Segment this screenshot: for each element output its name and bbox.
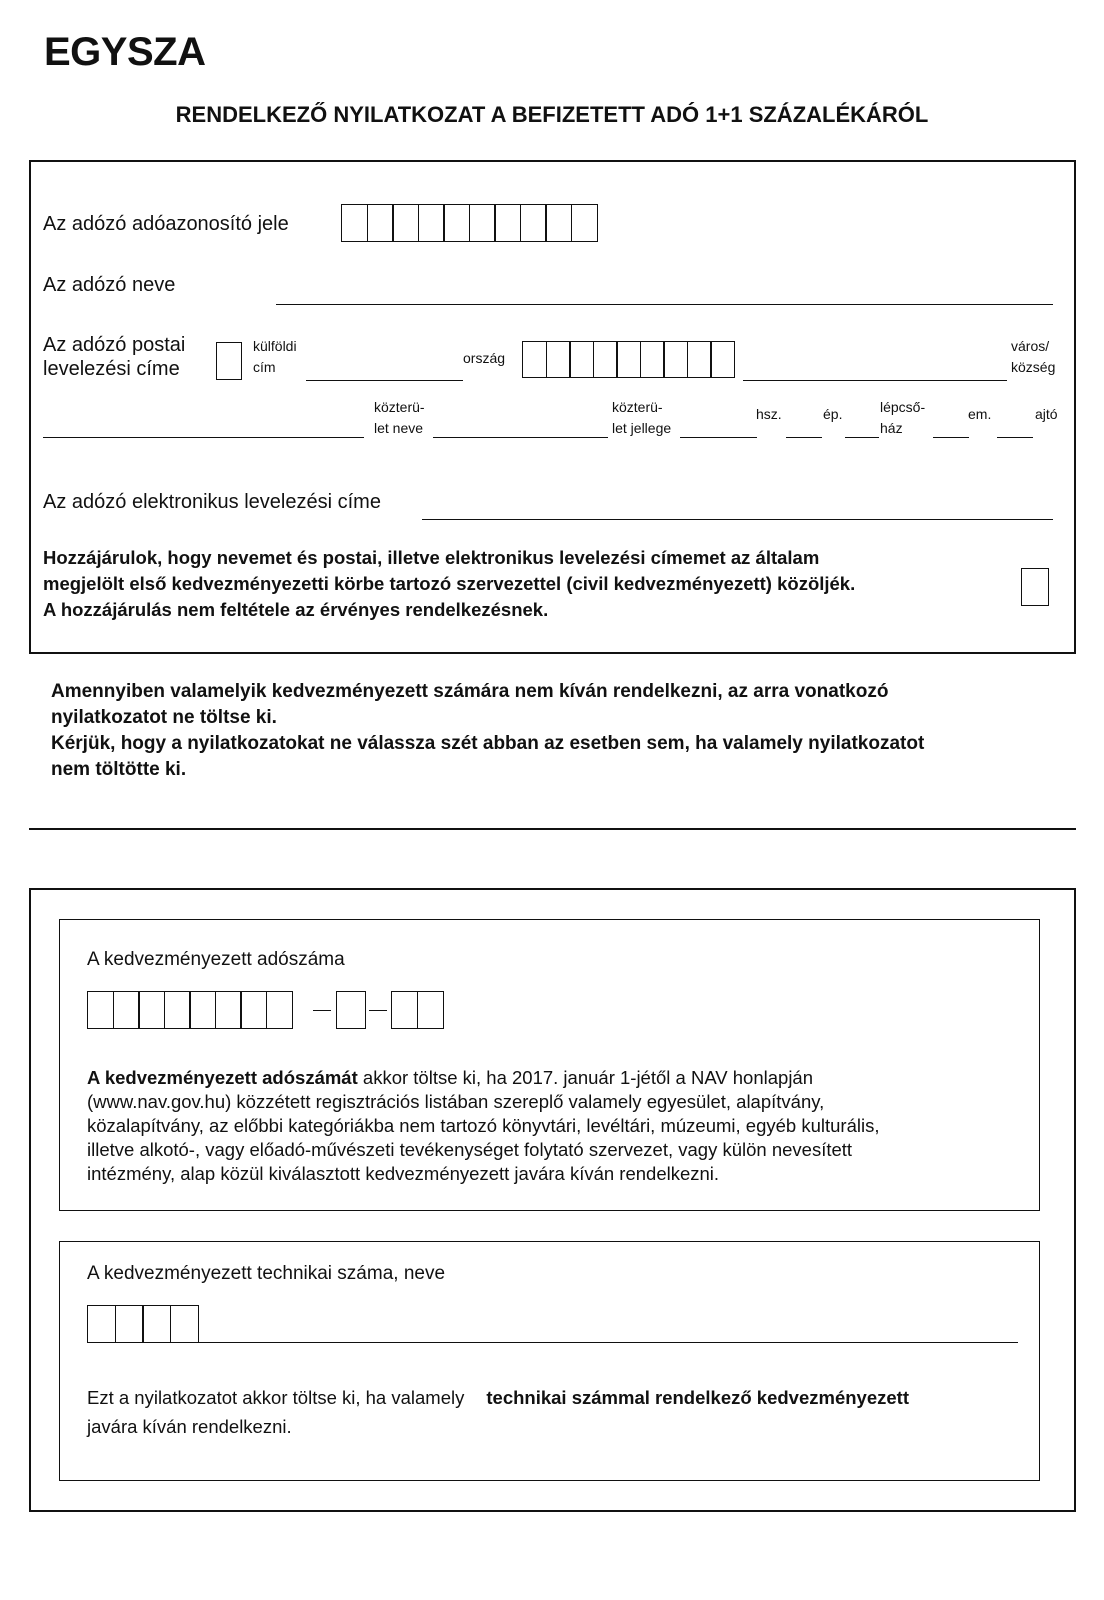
taxnum-text-3: közalapítvány, az előbbi kategóriákba nem tartozó könyvtári, levéltári, múzeumi, egyéb kulturális, (87, 1115, 880, 1136)
technical-text-2: javára kíván rendelkezni. (87, 1416, 292, 1437)
notice-text (51, 679, 1051, 783)
street-name-label-1: közterü- (374, 399, 425, 415)
stair-label-1: lépcső- (880, 399, 926, 415)
technical-number-field[interactable] (87, 1305, 199, 1343)
section-divider (29, 828, 1076, 830)
foreign-address-checkbox[interactable] (216, 342, 242, 380)
name-label: Az adózó neve (43, 274, 176, 296)
taxnum-dash-2 (369, 1010, 387, 1011)
tax-id-field[interactable] (341, 204, 598, 242)
taxnum-text-2: (www.nav.gov.hu) közzétett regisztrációs listában szereplő valamely egyesület, alapítvány, (87, 1091, 825, 1112)
house-no-label: hsz. (756, 406, 782, 422)
taxnum-label: A kedvezményezett adószáma (87, 949, 345, 970)
taxnum-check-field[interactable] (336, 991, 366, 1029)
notice-line-2: nyilatkozatot ne töltse ki. (51, 707, 277, 728)
building-label: ép. (823, 406, 843, 422)
technical-bold: technikai számmal rendelkező kedvezményezett (486, 1387, 909, 1408)
notice-line-4: nem töltötte ki. (51, 759, 187, 780)
email-field[interactable] (422, 519, 1053, 520)
consent-checkbox[interactable] (1021, 568, 1049, 606)
city-label-2: község (1011, 359, 1056, 375)
street-name-field[interactable] (433, 437, 608, 438)
street-name-label-2: let neve (374, 420, 424, 436)
taxnum-text-1: akkor töltse ki, ha 2017. január 1-jétől a NAV honlapján (357, 1067, 814, 1088)
consent-line-2: megjelölt első kedvezményezetti körbe tartozó szervezettel (civil kedvezményezett) közöljék. (43, 573, 856, 594)
technical-text-1: Ezt a nyilatkozatot akkor töltse ki, ha valamely (87, 1387, 465, 1408)
foreign-address-field[interactable] (306, 380, 463, 381)
stair-field[interactable] (933, 437, 969, 438)
stair-label-2: ház (880, 420, 903, 436)
house-no-field[interactable] (786, 437, 822, 438)
city-label-1: város/ (1011, 338, 1050, 354)
taxnum-text-5: intézmény, alap közül kiválasztott kedvezményezett javára kíván rendelkezni. (87, 1163, 720, 1184)
technical-label: A kedvezményezett technikai száma, neve (87, 1263, 446, 1284)
notice-line-1: Amennyiben valamelyik kedvezményezett számára nem kíván rendelkezni, az arra vonatkozó (51, 681, 889, 702)
street-address-field[interactable] (43, 437, 364, 438)
taxnum-bold: A kedvezményezett adószámát (87, 1067, 358, 1088)
name-field[interactable] (276, 304, 1053, 305)
technical-name-field[interactable] (198, 1342, 1018, 1343)
street-type-label-1: közterü- (612, 399, 663, 415)
foreign-label-2: cím (253, 359, 276, 375)
taxnum-county-field[interactable] (391, 991, 444, 1029)
city-field[interactable] (743, 380, 1007, 381)
building-field[interactable] (845, 437, 879, 438)
form-subtitle: RENDELKEZŐ NYILATKOZAT A BEFIZETETT ADÓ 1+1 SZÁZALÉKÁRÓL (175, 102, 929, 127)
form-code-title: EGYSZA (44, 30, 206, 74)
taxnum-instructions (87, 1066, 1032, 1186)
consent-text (43, 545, 1023, 623)
street-type-field[interactable] (680, 437, 757, 438)
email-label: Az adózó elektronikus levelezési címe (43, 491, 381, 513)
taxnum-text-4: illetve alkotó-, vagy előadó-művészeti tevékenységet folytató szervezet, vagy külön nevesített (87, 1139, 853, 1160)
postal-label-2: levelezési címe (43, 358, 180, 380)
technical-instructions (87, 1383, 1037, 1441)
notice-line-3: Kérjük, hogy a nyilatkozatokat ne válassza szét abban az esetben sem, ha valamely nyilatkozatot (51, 733, 925, 754)
consent-line-3: A hozzájárulás nem feltétele az érvényes rendelkezésnek. (43, 599, 549, 620)
tax-id-label: Az adózó adóazonosító jele (43, 213, 289, 235)
door-label: ajtó (1035, 406, 1058, 422)
taxnum-main-field[interactable] (87, 991, 293, 1029)
postal-label-1: Az adózó postai (43, 334, 186, 356)
country-label: ország (463, 350, 506, 366)
postcode-field[interactable] (522, 341, 735, 378)
floor-label: em. (968, 406, 992, 422)
street-type-label-2: let jellege (612, 420, 672, 436)
foreign-label-1: külföldi (253, 338, 297, 354)
consent-line-1: Hozzájárulok, hogy nevemet és postai, illetve elektronikus levelezési címemet az általam (43, 547, 820, 568)
taxnum-dash-1 (313, 1010, 331, 1011)
floor-field[interactable] (997, 437, 1033, 438)
